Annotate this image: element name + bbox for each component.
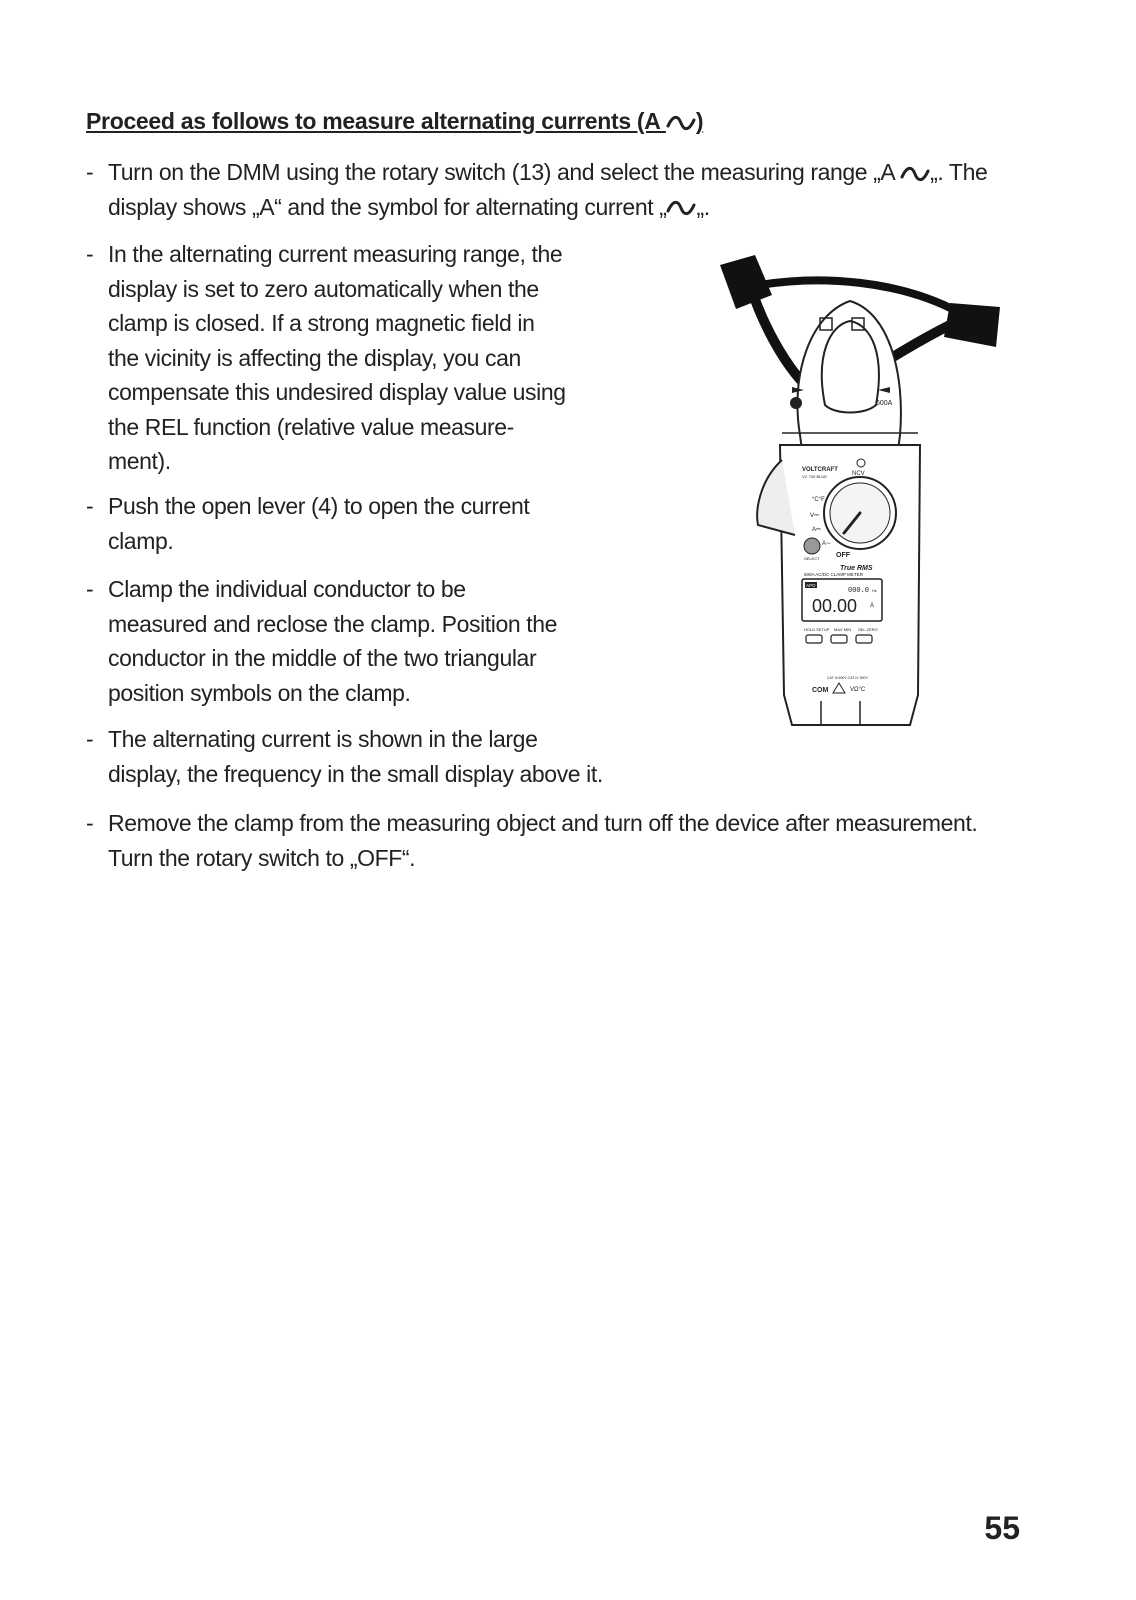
com-terminal-label: COM [812, 687, 829, 694]
apo-indicator: APO [806, 583, 816, 588]
frequency-unit: Hz [872, 588, 877, 593]
step-item [86, 806, 977, 875]
bullet-dash: - [86, 576, 94, 602]
step-line: Turn the rotary switch to „OFF“. [108, 844, 416, 871]
dial-label: °C°F [812, 497, 825, 503]
sel-zero-button [856, 635, 872, 643]
step-line: The alternating current is shown in the large [108, 726, 538, 752]
jaw-opening [822, 321, 879, 413]
step-line [108, 190, 987, 225]
step-text: display shows „A“ and the symbol for alternating current „ [108, 193, 667, 220]
dial-label: V⎓ [810, 513, 819, 519]
meter-subtitle: 600A AC/DC CLAMP METER [804, 572, 863, 577]
current-unit: A [870, 603, 875, 609]
dial-label-off: OFF [836, 552, 850, 559]
plus-symbol-icon [790, 397, 802, 409]
ac-tilde-icon [666, 113, 696, 133]
step-line: compensate this undesired display value using [108, 379, 566, 405]
v-terminal-label: VΩ°C [850, 687, 866, 693]
step-text: „. [696, 193, 710, 220]
step-line: the vicinity is affecting the display, you can [108, 344, 521, 371]
step-line: Remove the clamp from the measuring object and turn off the device after measurement. [108, 810, 978, 836]
step-line: measured and reclose the clamp. Position the [108, 610, 558, 637]
brand-label: VOLTCRAFT [802, 467, 838, 473]
rotary-switch [824, 477, 896, 549]
dial-label: A⎓ [812, 527, 821, 533]
step-line: position symbols on the clamp. [108, 679, 411, 706]
step-line: display is set to zero automatically when the [108, 275, 539, 302]
step-line: conductor in the middle of the two triangular [108, 645, 537, 671]
step-line: display, the frequency in the small display above it. [108, 760, 603, 787]
step-line: clamp is closed. If a strong magnetic field in [108, 310, 535, 336]
step-item [86, 722, 603, 791]
step-line [108, 155, 987, 190]
step-line: the REL function (relative value measure- [108, 413, 514, 440]
bullet-dash: - [86, 241, 94, 267]
step-line: Push the open lever (4) to open the current [108, 493, 530, 519]
step-text: „. The [930, 159, 988, 185]
ac-tilde-icon [666, 198, 696, 218]
heading-text: Proceed as follows to measure alternating currents (A [86, 108, 666, 134]
step-line: Clamp the individual conductor to be [108, 576, 466, 602]
frequency-readout: 000.0 [848, 587, 870, 595]
dial-label: A∼ [822, 541, 832, 547]
step-item [86, 489, 529, 558]
bullet-dash: - [86, 810, 94, 836]
button-label: MAX MIN [834, 627, 852, 632]
step-text: Turn on the DMM using the rotary switch (13) and select the measuring range „A [108, 159, 901, 185]
current-readout: 00.00 [812, 596, 858, 616]
ncv-label: NCV [852, 471, 865, 477]
cat-rating: CAT III 600V CAT IV 300V [827, 676, 868, 680]
hold-setup-button [806, 635, 822, 643]
max-min-button [831, 635, 847, 643]
page-number: 55 [984, 1510, 1020, 1546]
step-item [86, 155, 987, 224]
clamp-meter-illustration [700, 255, 1020, 745]
button-label: SEL ZERO [858, 627, 878, 632]
select-button [804, 538, 820, 554]
bullet-dash: - [86, 159, 94, 185]
button-label: HOLD SETUP [804, 627, 830, 632]
true-rms-label: True RMS [840, 565, 873, 572]
section-heading [86, 108, 703, 135]
heading-text-end: ) [695, 108, 704, 134]
select-label: SELECT [804, 556, 820, 561]
model-label: VC 700 BLUE [802, 474, 827, 479]
ac-tilde-icon [900, 164, 930, 184]
step-item [86, 572, 557, 710]
bullet-dash: - [86, 726, 94, 752]
bullet-dash: - [86, 493, 94, 519]
step-line: clamp. [108, 527, 174, 554]
step-item [86, 237, 566, 479]
jaw-rating: 600A [876, 400, 893, 407]
step-line: ment). [108, 448, 171, 474]
step-line: In the alternating current measuring range, the [108, 241, 563, 267]
